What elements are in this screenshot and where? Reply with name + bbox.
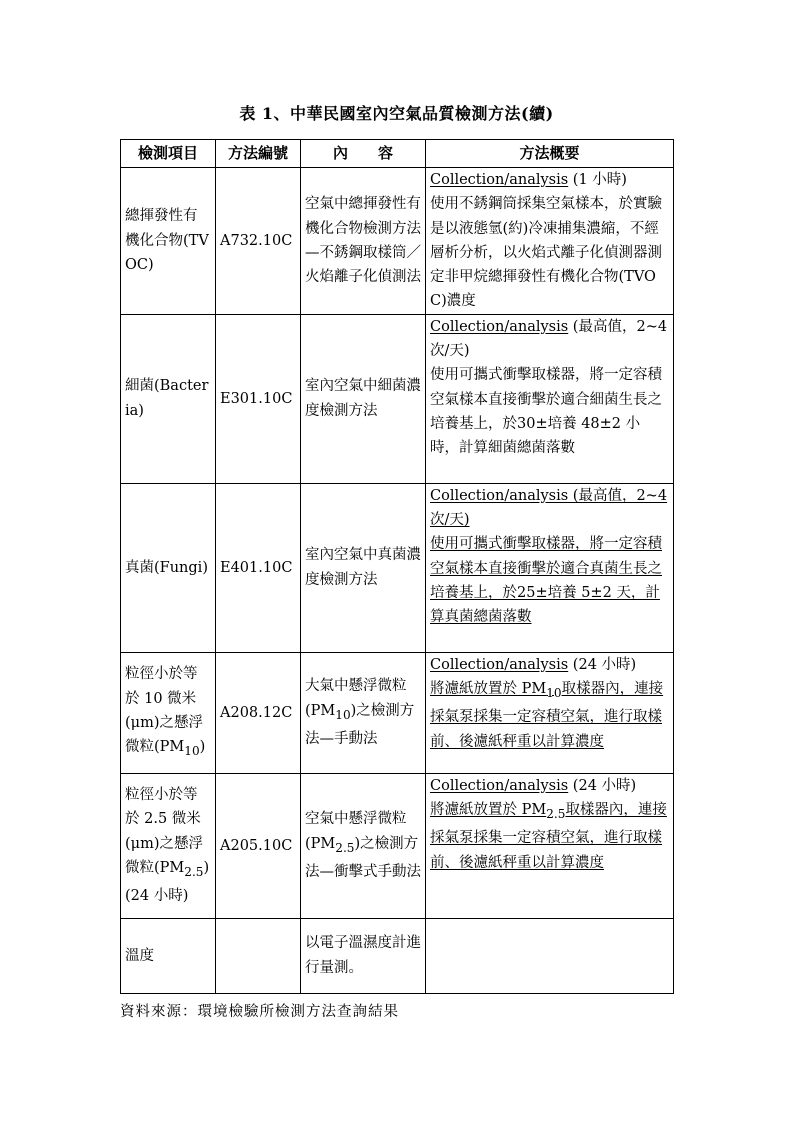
table-title: 表 1、中華民國室內空氣品質檢測方法(續) [239,104,554,123]
content-cell: 室內空氣中真菌濃度檢測方法 [301,483,426,652]
header-summary: 方法概要 [426,140,674,168]
source-note: 資料來源：環境檢驗所檢測方法查詢結果 [120,1004,399,1020]
code-cell: A205.10C [216,773,301,918]
code-cell: A732.10C [216,168,301,315]
table-row [121,314,674,483]
code-cell: A208.12C [216,652,301,773]
item-cell: 細菌(Bacteria) [121,314,216,483]
summary-cell [426,652,674,773]
table-row [121,918,674,993]
item-cell: 總揮發性有機化合物(TVOC) [121,168,216,315]
methods-table [120,139,674,994]
summary-head: Collection/analysis [430,318,569,335]
table-row [121,168,674,315]
summary-body: 將濾紙放置於 $PM_{10}$取樣器內，連接採氣泵採集一定容積空氣，進行取樣前、後濾紙秤重以計算濃度 [430,681,664,750]
header-code: 方法編號 [216,140,301,168]
header-content: 內 容 [301,140,426,168]
code-cell: E301.10C [216,314,301,483]
summary-rest: (1 小時) [568,172,627,188]
summary-body: 將濾紙放置於 $PM_{2.5}$取樣器內，連接採氣泵採集一定容積空氣，進行取樣前、後濾紙秤重以計算濃度 [430,802,667,871]
summary-cell [426,168,674,315]
summary-body: 使用可攜式衝擊取樣器，將一定容積空氣樣本直接衝擊於適合細菌生長之培養基上，於30±培養 48±2 小時，計算細菌總菌落數 [430,367,662,457]
table-row [121,773,674,918]
table-row [121,652,674,773]
summary-head: Collection/analysis (最高值，2~4 次/天) [430,487,668,529]
summary-body: 使用可攜式衝擊取樣器，將一定容積空氣樣本直接衝擊於適合真菌生長之培養基上，於25±培養 5±2 天，計算真菌總菌落數 [430,536,662,626]
code-cell: E401.10C [216,483,301,652]
content-cell: 空氣中總揮發性有機化合物檢測方法—不銹鋼取樣筒／火焰離子化偵測法 [301,168,426,315]
item-cell: 粒徑小於等於 2.5 微米(μm)之懸浮微粒$(PM_{2.5})$ (24 小時) [121,773,216,918]
content-cell: 空氣中懸浮微粒$(PM_{2.5})$之檢測方法—衝擊式手動法 [301,773,426,918]
item-cell: 粒徑小於等於 10 微米(μm)之懸浮微粒$(PM_{10})$ [121,652,216,773]
header-item: 檢測項目 [121,140,216,168]
summary-cell [426,773,674,918]
summary-cell [426,314,674,483]
summary-head: Collection/analysis [430,656,569,673]
summary-head: Collection/analysis [430,172,569,188]
content-cell: 大氣中懸浮微粒$(PM_{10})$之檢測方法—手動法 [301,652,426,773]
summary-cell [426,918,674,993]
content-cell: 以電子溫濕度計進行量測。 [301,918,426,993]
summary-head: Collection/analysis [430,777,569,794]
summary-rest: (最高值，2~4 次/天) [430,318,668,360]
summary-rest: (24 小時) [568,656,637,673]
table-row [121,483,674,652]
header-row [121,140,674,168]
summary-cell [426,483,674,652]
content-cell: 室內空氣中細菌濃度檢測方法 [301,314,426,483]
summary-body: 使用不銹鋼筒採集空氣樣本，於實驗是以液態氫(約)冷凍捕集濃縮，不經層析分析，以火焰式離子化偵測器測定非甲烷總揮發性有機化合物(TVOC)濃度 [430,196,662,310]
code-cell [216,918,301,993]
item-cell: 溫度 [121,918,216,993]
item-cell: 真菌(Fungi) [121,483,216,652]
summary-rest: (24 小時) [568,777,637,794]
